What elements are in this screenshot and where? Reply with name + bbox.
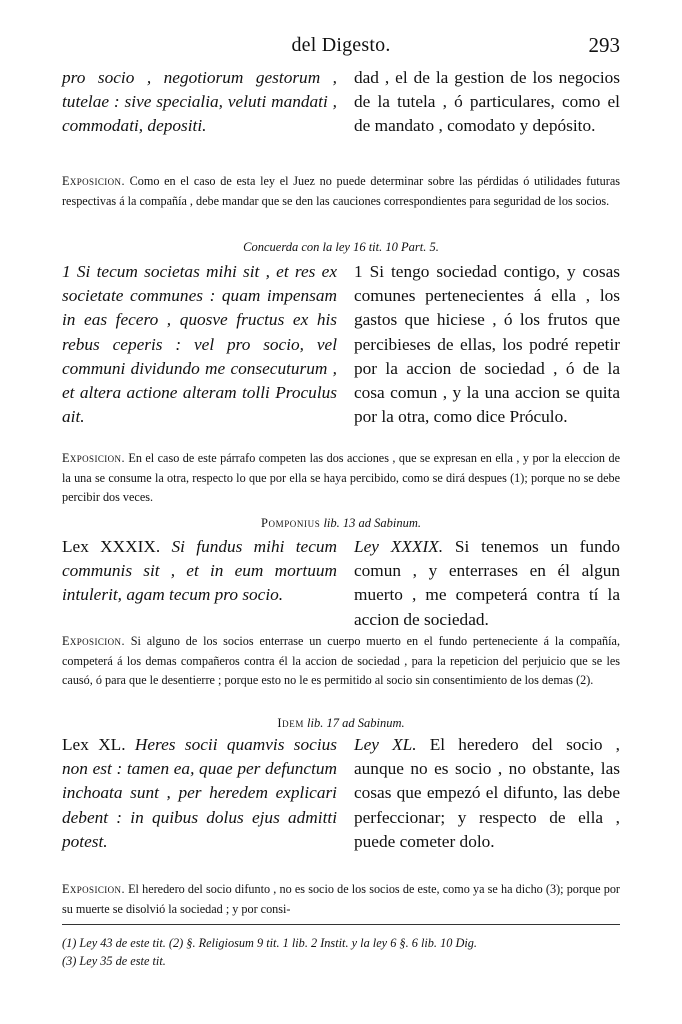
spanish-text	[354, 535, 620, 632]
latin-body: Si fundus mihi tecum communis sit , et in eum mortuum intulerit, agam tecum pro socio.	[62, 537, 337, 605]
exposicion-label: Exposicion.	[62, 451, 125, 465]
lex-number: Lex XL.	[62, 735, 126, 754]
parallel-text-block-4	[62, 733, 620, 873]
exposicion-label: Exposicion.	[62, 174, 125, 188]
footnotes	[62, 934, 620, 970]
ley-number: Ley XL.	[354, 735, 417, 754]
exposicion-3	[62, 632, 620, 691]
footnote-line: (3) Ley 35 de este tit.	[62, 954, 166, 968]
exposicion-2	[62, 449, 620, 508]
footnote-line: (1) Ley 43 de este tit. (2) §. Religiosum 9 tit. 1 lib. 2 Instit. y la ley 6 §. 6 lib. 10 Dig.	[62, 936, 477, 950]
source-ref: lib. 13 ad Sabinum.	[323, 516, 422, 530]
exposicion-text: El heredero del socio difunto , no es socio de los socios de este, como ya se ha dicho (3); porque por su muerte se disolvió la sociedad ; y por consi-	[62, 882, 620, 916]
source-ref: lib. 17 ad Sabinum.	[307, 716, 405, 730]
ley-number: Ley XXXIX.	[354, 537, 444, 556]
footnote-divider	[62, 924, 620, 925]
source-reference-2	[62, 516, 620, 531]
exposicion-text: Como en el caso de esta ley el Juez no puede determinar sobre las pérdidas ó utilidades futuras respectivas á la compañía , debe mandar que se den las cauciones correspondientes para seguridad de los socios.	[62, 174, 620, 208]
source-author: Pomponius	[260, 516, 321, 530]
source-author: Idem	[277, 716, 304, 730]
spanish-text	[354, 733, 620, 854]
spanish-text: dad , el de la gestion de los negocios de la tutela , ó particulares, como el de mandato , comodato y depósito.	[354, 68, 620, 136]
exposicion-label: Exposicion.	[62, 882, 125, 896]
concordance-note: Concuerda con la ley 16 tit. 10 Part. 5.	[243, 240, 439, 254]
running-head	[62, 34, 620, 60]
exposicion-text: Si alguno de los socios enterrase un cuerpo muerto en el fundo perteneciente á la compañía, competerá á los demas compañeros contra él la accion de sociedad , para la repeticion del perjuicio que se les causó, ó para que le desentierre ; porque esto no le es permitido al socio sin consentimiento de los demas (2).	[62, 634, 620, 687]
exposicion-text: En el caso de este párrafo competen las dos acciones , que se expresan en ella , y por la eleccion de la una se consume la otra, respecto lo que por ella se haya percibido, como se dirá despues (1); porque no se debe percibir dos veces.	[62, 451, 620, 504]
parallel-text-block-1	[62, 66, 620, 164]
latin-text: pro socio , negotiorum gestorum , tutelae : sive specialia, veluti mandati , commodati, depositi.	[62, 68, 337, 136]
page-number: 293	[588, 33, 620, 57]
source-reference-3	[62, 716, 620, 731]
spanish-body: El heredero del socio , aunque no es socio , no obstante, las cosas que empezó el difunto, las debe perfeccionar; y respecto de ella , puede cometer dolo.	[354, 735, 621, 851]
parallel-text-block-2	[62, 260, 620, 440]
running-title: del Digesto.	[291, 34, 391, 56]
exposicion-4	[62, 880, 620, 919]
exposicion-1	[62, 172, 620, 211]
latin-text	[62, 733, 337, 854]
spanish-text: 1 Si tengo sociedad contigo, y cosas comunes pertenecientes á ella , los gastos que hiciese , ó los frutos que percibieses de ellas, los podré repetir por la accion de sociedad , ó de la cosa comun , y la una accion se quita por la otra, como dice Próculo.	[354, 262, 620, 427]
parallel-text-block-3	[62, 535, 620, 631]
latin-text	[62, 535, 337, 608]
lex-number: Lex XXXIX.	[62, 537, 161, 556]
latin-text: 1 Si tecum societas mihi sit , et res ex societate communes : quam impensam in eas fecero , quosve fructus ex his rebus ceperis : vel pro socio, vel communi dividundo me consecuturum , et altera actione alteram tolli Proculus ait.	[62, 262, 337, 427]
latin-body: Heres socii quamvis socius non est : tamen ea, quae per defunctum inchoata sunt , per heredem explicari debent : in quibus dolus ejus admitti potest.	[62, 735, 337, 851]
spanish-body: Si tenemos un fundo comun , y enterrases en él algun muerto , me competerá contra tí la accion de sociedad.	[354, 537, 620, 629]
exposicion-label: Exposicion.	[62, 634, 125, 648]
